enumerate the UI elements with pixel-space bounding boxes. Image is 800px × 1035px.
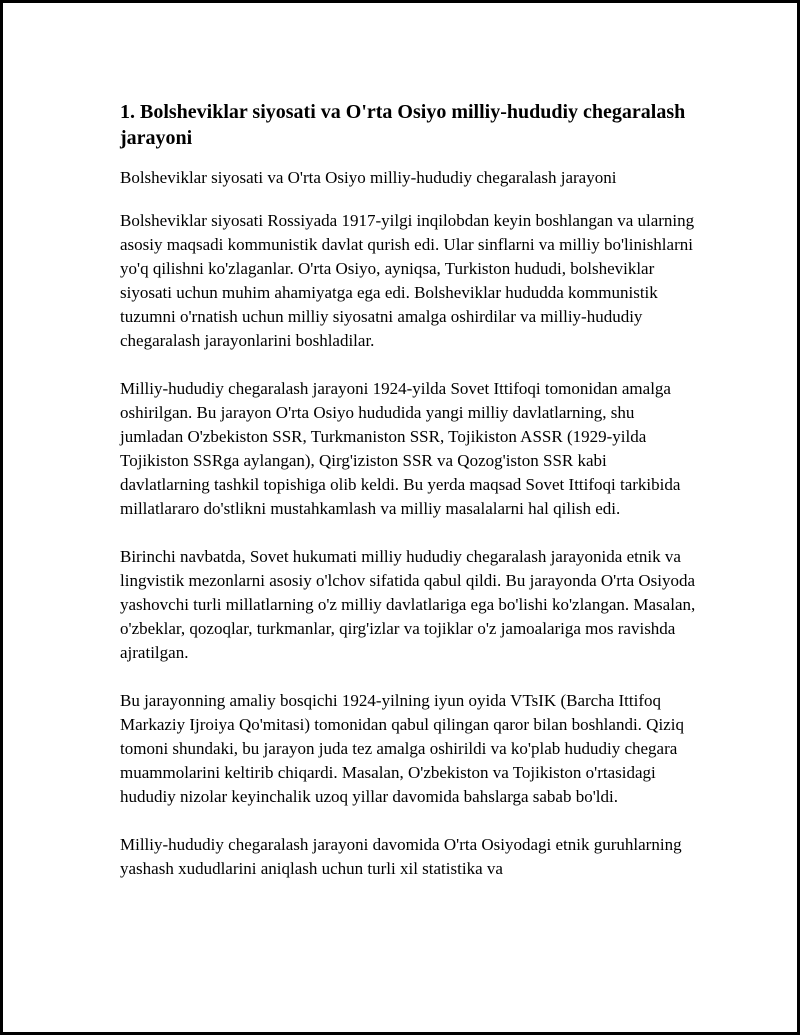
paragraph-2: Milliy-hududiy chegaralash jarayoni 1924-yilda Sovet Ittifoqi tomonidan amalga oshirilgan. Bu jarayon O'rta Osiyo hududida yangi milliy davlatlarning, shu jumladan O'zbekiston SSR, Turkmaniston SSR, Tojikiston ASSR (1929-yilda Tojikiston SSRga aylangan), Qirg'iziston SSR va Qozog'iston SSR kabi davlatlarning tashkil topishiga olib keldi. Bu yerda maqsad Sovet Ittifoqi tarkibida millatlararo do'stlikni mustahkamlash va milliy masalalarni hal qilish edi.	[120, 379, 681, 518]
paragraph-1: Bolsheviklar siyosati Rossiyada 1917-yilgi inqilobdan keyin boshlangan va ularning asosiy maqsadi kommunistik davlat qurish edi. Ular sinflarni va milliy bo'linishlarni yo'q qilishni ko'zlaganlar. O'rta Osiyo, ayniqsa, Turkiston hududi, bolsheviklar siyosati uchun muhim ahamiyatga ega edi. Bolsheviklar hududda kommunistik tuzumni o'rnatish uchun milliy siyosatni amalga oshirdilar va milliy-hududiy chegaralash jarayonlarini boshladilar.	[120, 211, 695, 350]
document-subtitle: Bolsheviklar siyosati va O'rta Osiyo milliy-hududiy chegaralash jarayoni	[120, 168, 617, 187]
paragraph-5: Milliy-hududiy chegaralash jarayoni davomida O'rta Osiyodagi etnik guruhlarning yashash xududlarini aniqlash uchun turli xil statistika va	[120, 835, 682, 878]
document-content	[120, 99, 700, 905]
document-title: 1. Bolsheviklar siyosati va O'rta Osiyo milliy-hududiy chegaralash jarayoni	[120, 101, 686, 149]
paragraph-4: Bu jarayonning amaliy bosqichi 1924-yilning iyun oyida VTsIK (Barcha Ittifoq Markaziy Ijroiya Qo'mitasi) tomonidan qabul qilingan qaror bilan boshlandi. Qiziq tomoni shundaki, bu jarayon juda tez amalga oshirildi va ko'plab hududiy chegara muammolarini keltirib chiqardi. Masalan, O'zbekiston va Tojikiston o'rtasidagi hududiy nizolar keyinchalik uzoq yillar davomida bahslarga sabab bo'ldi.	[120, 691, 684, 806]
paragraph-3: Birinchi navbatda, Sovet hukumati milliy hududiy chegaralash jarayonida etnik va lingvistik mezonlarni asosiy o'lchov sifatida qabul qildi. Bu jarayonda O'rta Osiyoda yashovchi turli millatlarning o'z milliy davlatlariga ega bo'lishi ko'zlangan. Masalan, o'zbeklar, qozoqlar, turkmanlar, qirg'izlar va tojiklar o'z jamoalariga mos ravishda ajratilgan.	[120, 547, 696, 662]
